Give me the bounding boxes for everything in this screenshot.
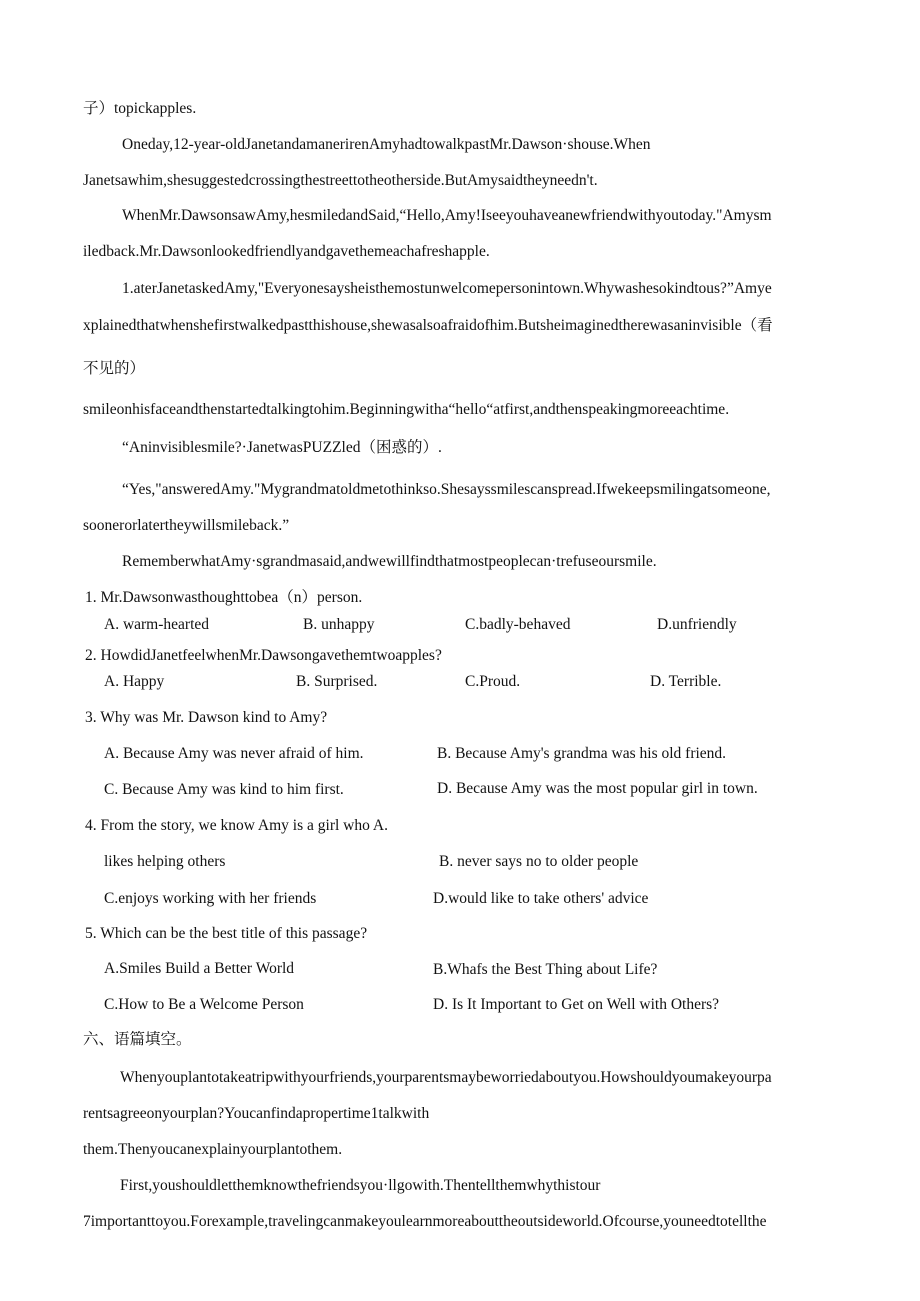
answer-option[interactable]: D.would like to take others' advice <box>433 890 649 907</box>
answer-option[interactable]: A.Smiles Build a Better World <box>104 960 295 977</box>
answer-option[interactable]: A. Happy <box>104 673 165 690</box>
answer-option[interactable]: C.Proud. <box>465 673 521 690</box>
answer-option[interactable]: D. Is It Important to Get on Well with Others? <box>433 996 720 1013</box>
passage-line: “Aninvisiblesmile?·JanetwasPUZZled（困惑的）. <box>122 439 442 456</box>
answer-option[interactable]: C. Because Amy was kind to him first. <box>104 781 344 798</box>
answer-option[interactable]: likes helping others <box>104 853 226 870</box>
question-stem: 4. From the story, we know Amy is a girl who A. <box>85 817 388 834</box>
passage-line: iledback.Mr.Dawsonlookedfriendlyandgavethemeachafreshapple. <box>83 243 490 260</box>
passage-line: “Yes,"answeredAmy."Mygrandmatoldmetothinkso.Shesayssmilescanspread.Ifwekeepsmilingatsomeone, <box>122 481 771 498</box>
question-stem: 5. Which can be the best title of this passage? <box>85 925 368 942</box>
section-heading: 六、语篇填空。 <box>83 1031 192 1048</box>
cloze-line: 7importanttoyou.Forexample,travelingcanmakeyoulearnmoreabouttheoutsideworld.Ofcourse,youneedtotellthe <box>83 1213 767 1230</box>
answer-option[interactable]: B. Because Amy's grandma was his old friend. <box>437 745 727 762</box>
question-stem: 3. Why was Mr. Dawson kind to Amy? <box>85 709 328 726</box>
passage-line: RememberwhatAmy·sgrandmasaid,andwewillfindthatmostpeoplecan·trefuseoursmile. <box>122 553 657 570</box>
answer-option[interactable]: C.How to Be a Welcome Person <box>104 996 304 1013</box>
passage-line: xplainedthatwhenshefirstwalkedpastthishouse,shewasalsoafraidofhim.Butsheimaginedtherewasaninvisible（看 <box>83 317 773 334</box>
passage-line: Janetsawhim,shesuggestedcrossingthestreettotheotherside.ButAmysaidtheyneedn't. <box>83 172 598 189</box>
answer-option[interactable]: B.Whafs the Best Thing about Life? <box>433 961 658 978</box>
passage-line: Oneday,12-year-oldJanetandamanerirenAmyhadtowalkpastMr.Dawson·shouse.When <box>122 136 651 153</box>
cloze-line: First,youshouldletthemknowthefriendsyou·llgowith.Thentellthemwhythistour <box>120 1177 601 1194</box>
answer-option[interactable]: C.enjoys working with her friends <box>104 890 317 907</box>
passage-line: 1.aterJanetaskedAmy,"Everyonesaysheisthemostunwelcomepersonintown.Whywashesokindtous?”Amye <box>122 280 772 297</box>
answer-option[interactable]: D. Terrible. <box>650 673 722 690</box>
question-stem: 2. HowdidJanetfeelwhenMr.Dawsongavethemtwoapples? <box>85 647 442 664</box>
answer-option[interactable]: C.badly-behaved <box>465 616 571 633</box>
answer-option[interactable]: B. unhappy <box>303 616 375 633</box>
answer-option[interactable]: A. Because Amy was never afraid of him. <box>104 745 364 762</box>
question-stem: 1. Mr.Dawsonwasthoughttobea（n）person. <box>85 589 363 606</box>
answer-option[interactable]: D. Because Amy was the most popular girl in town. <box>437 780 758 797</box>
cloze-line: rentsagreeonyourplan?Youcanfindapropertime1talkwith <box>83 1105 430 1122</box>
passage-line: WhenMr.DawsonsawAmy,hesmiledandSaid,“Hello,Amy!Iseeyouhaveanewfriendwithyoutoday."Amysm <box>122 207 772 224</box>
cloze-line: Whenyouplantotakeatripwithyourfriends,yourparentsmaybeworriedaboutyou.Howshouldyoumakeyourpa <box>120 1069 772 1086</box>
passage-line: soonerorlatertheywillsmileback.” <box>83 517 290 534</box>
answer-option[interactable]: B. never says no to older people <box>439 853 639 870</box>
answer-option[interactable]: D.unfriendly <box>657 616 737 633</box>
answer-option[interactable]: B. Surprised. <box>296 673 378 690</box>
answer-option[interactable]: A. warm-hearted <box>104 616 210 633</box>
passage-line: 子）topickapples. <box>83 100 197 117</box>
passage-line: 不见的） <box>83 360 146 377</box>
passage-line: smileonhisfaceandthenstartedtalkingtohim.Beginningwitha“hello“atfirst,andthenspeakingmoreeachtime. <box>83 401 730 418</box>
cloze-line: them.Thenyoucanexplainyourplantothem. <box>83 1141 343 1158</box>
